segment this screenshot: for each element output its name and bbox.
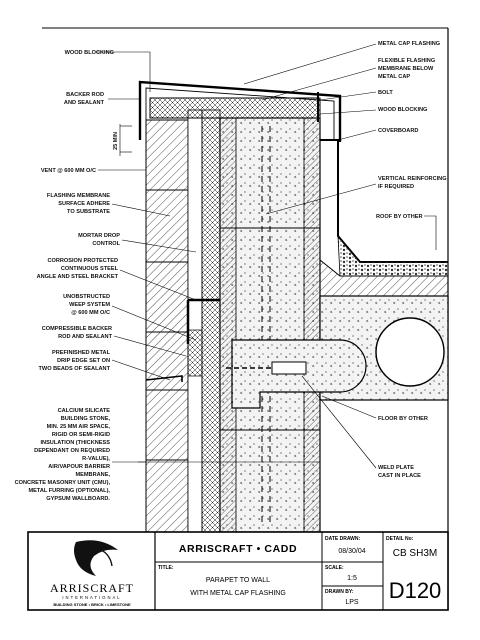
label-membrane: MEMBRANE, bbox=[75, 472, 110, 478]
parapet-wood-blocking bbox=[150, 98, 320, 118]
label-backer-rod: BACKER ROD bbox=[66, 92, 104, 98]
detail-label: DETAIL No: bbox=[386, 536, 414, 542]
label-and-sealant: AND SEALANT bbox=[63, 100, 104, 106]
label-wood-blocking-left: WOOD BLOCKING bbox=[64, 50, 114, 56]
label-vent: VENT @ 600 MM O/C bbox=[40, 168, 96, 174]
label-weld-plate: WELD PLATE bbox=[378, 465, 414, 471]
label-calcium-silicate: CALCIUM SILICATE bbox=[57, 408, 110, 414]
label-weep-system: WEEP SYSTEM bbox=[69, 302, 110, 308]
label-prefinished-metal: PREFINISHED METAL bbox=[51, 350, 110, 356]
label-metal-cap: METAL CAP bbox=[378, 74, 411, 80]
title-block bbox=[28, 532, 448, 610]
title-line-1: PARAPET TO WALL bbox=[205, 577, 271, 584]
title-line-2: WITH METAL CAP FLASHING bbox=[190, 590, 286, 597]
label-corrosion-protected: CORROSION PROTECTED bbox=[47, 258, 118, 264]
label-roof-by-other: ROOF BY OTHER bbox=[376, 214, 423, 220]
dimension-25-min bbox=[120, 126, 132, 152]
logo-name: ARRISCRAFT bbox=[49, 581, 135, 595]
label-gypsum-wallboard: GYPSUM WALLBOARD. bbox=[46, 496, 110, 502]
label-rod-and-sealant: ROD AND SEALANT bbox=[58, 334, 112, 340]
label-to-substrate: TO SUBSTRATE bbox=[67, 209, 110, 215]
label-unobstructed: UNOBSTRUCTED bbox=[63, 294, 110, 300]
weld-plate bbox=[272, 362, 306, 374]
stone-veneer bbox=[146, 120, 188, 532]
roof-gravel bbox=[338, 236, 448, 276]
label-r-value: R-VALUE), bbox=[82, 456, 110, 462]
label-vertical-reinforcing: VERTICAL REINFORCING bbox=[378, 176, 447, 182]
cmu-face-right bbox=[304, 118, 320, 532]
label-building-stone: BUILDING STONE, bbox=[60, 416, 110, 422]
label-flexible-flashing: FLEXIBLE FLASHING bbox=[378, 58, 436, 64]
labels-right bbox=[376, 41, 447, 479]
brand-header: ARRISCRAFT • CADD bbox=[178, 543, 298, 555]
label-drip-edge: DRIP EDGE SET ON bbox=[56, 358, 110, 364]
sheet-number: CB SH3M bbox=[392, 548, 438, 559]
label-air-vapour: AIR/VAPOUR BARRIER bbox=[48, 464, 110, 470]
label-bolt: BOLT bbox=[378, 90, 393, 96]
mortar-drop-control bbox=[188, 330, 202, 376]
hollow-core bbox=[376, 318, 444, 386]
label-insulation-thickness: INSULATION (THICKNESS bbox=[40, 440, 110, 446]
labels-left bbox=[15, 50, 121, 502]
label-dependant: DEPENDANT ON REQUIRED bbox=[34, 448, 110, 454]
date-value: 08/30/04 bbox=[338, 548, 366, 555]
title-label: TITLE: bbox=[158, 565, 174, 571]
label-if-required: IF REQUIRED bbox=[378, 184, 415, 190]
label-compressible-backer: COMPRESSIBLE BACKER bbox=[41, 326, 112, 332]
detail-number: D120 bbox=[388, 578, 442, 603]
label-angle-bracket: ANGLE AND STEEL BRACKET bbox=[36, 274, 118, 280]
label-flashing-membrane: FLASHING MEMBRANE bbox=[46, 193, 110, 199]
air-space bbox=[188, 110, 202, 532]
label-cast-in-place: CAST IN PLACE bbox=[378, 473, 421, 479]
label-rigid-semi-rigid: RIGID OR SEMI-RIGID bbox=[51, 432, 110, 438]
label-two-beads: TWO BEADS OF SEALANT bbox=[38, 366, 110, 372]
label-cmu: CONCRETE MASONRY UNIT (CMU), bbox=[14, 480, 110, 486]
label-floor-by-other: FLOOR BY OTHER bbox=[378, 416, 428, 422]
drawn-by-value: LPS bbox=[345, 599, 359, 606]
logo-subtitle: INTERNATIONAL bbox=[62, 595, 122, 600]
drawn-by-label: DRAWN BY: bbox=[325, 589, 354, 595]
label-mortar-drop: MORTAR DROP bbox=[78, 233, 120, 239]
label-surface-adhere: SURFACE ADHERE bbox=[58, 201, 110, 207]
label-control: CONTROL bbox=[92, 241, 120, 247]
cmu-face-left bbox=[220, 118, 236, 532]
dim-25-min-label: 25 MIN bbox=[113, 131, 119, 150]
rigid-insulation bbox=[202, 110, 220, 532]
label-weep-spacing: @ 600 MM O/C bbox=[71, 310, 110, 316]
label-continuous-steel: CONTINUOUS STEEL bbox=[60, 266, 118, 272]
scale-value: 1:5 bbox=[347, 575, 357, 582]
label-coverboard: COVERBOARD bbox=[378, 128, 419, 134]
date-label: DATE DRAWN: bbox=[325, 536, 361, 542]
label-air-space: MIN. 25 MM AIR SPACE, bbox=[46, 424, 110, 430]
logo-tagline: BUILDING STONE • BRICK • LIMESTONE bbox=[53, 602, 131, 607]
label-metal-furring: METAL FURRING (OPTIONAL), bbox=[28, 488, 110, 494]
label-metal-cap-flashing: METAL CAP FLASHING bbox=[378, 41, 441, 47]
scale-label: SCALE: bbox=[325, 565, 344, 571]
label-membrane-below: MEMBRANE BELOW bbox=[378, 66, 434, 72]
label-wood-blocking-right: WOOD BLOCKING bbox=[378, 107, 428, 113]
wall-assembly bbox=[140, 82, 340, 532]
